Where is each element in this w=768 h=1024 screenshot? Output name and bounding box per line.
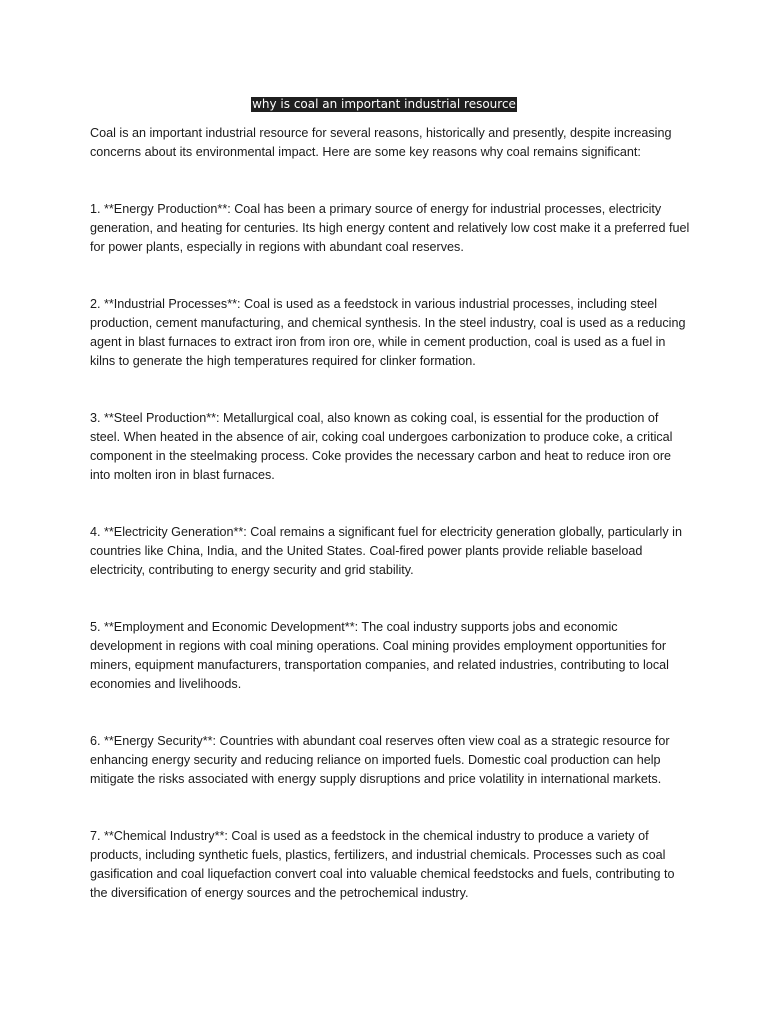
document-title: why is coal an important industrial resource	[252, 97, 516, 111]
document-body	[90, 124, 690, 941]
list-item-energy-security: 6. **Energy Security**: Countries with abundant coal reserves often view coal as a strategic resource for enhancing energy security and reducing reliance on imported fuels. Domestic coal production can help mitigate the risks associated with energy supply disruptions and price volatility in international markets.	[90, 734, 670, 786]
list-item-electricity-generation: 4. **Electricity Generation**: Coal remains a significant fuel for electricity generation globally, particularly in countries like China, India, and the United States. Coal-fired power plants provide reliable baseload electricity, contributing to energy security and grid stability.	[90, 525, 682, 577]
intro-paragraph: Coal is an important industrial resource for several reasons, historically and presently, despite increasing concerns about its environmental impact. Here are some key reasons why coal remains significant:	[90, 126, 672, 159]
title-container	[0, 95, 768, 113]
list-item-steel-production: 3. **Steel Production**: Metallurgical coal, also known as coking coal, is essential for the production of steel. When heated in the absence of air, coking coal undergoes carbonization to produce coke, a critical component in the steelmaking process. Coke provides the necessary carbon and heat to reduce iron ore into molten iron in blast furnaces.	[90, 411, 673, 482]
list-item-energy-production: 1. **Energy Production**: Coal has been a primary source of energy for industrial processes, electricity generation, and heating for centuries. Its high energy content and relatively low cost make it a preferred fuel for power plants, especially in regions with abundant coal reserves.	[90, 202, 690, 254]
list-item-chemical-industry: 7. **Chemical Industry**: Coal is used as a feedstock in the chemical industry to produce a variety of products, including synthetic fuels, plastics, fertilizers, and industrial chemicals. Processes such as coal gasification and coal liquefaction convert coal into valuable chemical feedstocks and fuels, contributing to the diversification of energy sources and the petrochemical industry.	[90, 829, 675, 900]
list-item-industrial-processes: 2. **Industrial Processes**: Coal is used as a feedstock in various industrial processes, including steel production, cement manufacturing, and chemical synthesis. In the steel industry, coal is used as a reducing agent in blast furnaces to extract iron from iron ore, while in cement production, coal is used as a fuel in kilns to generate the high temperatures required for clinker formation.	[90, 297, 686, 368]
list-item-employment: 5. **Employment and Economic Development**: The coal industry supports jobs and economic development in regions with coal mining operations. Coal mining provides employment opportunities for miners, equipment manufacturers, transportation companies, and related industries, contributing to local economies and livelihoods.	[90, 620, 669, 691]
